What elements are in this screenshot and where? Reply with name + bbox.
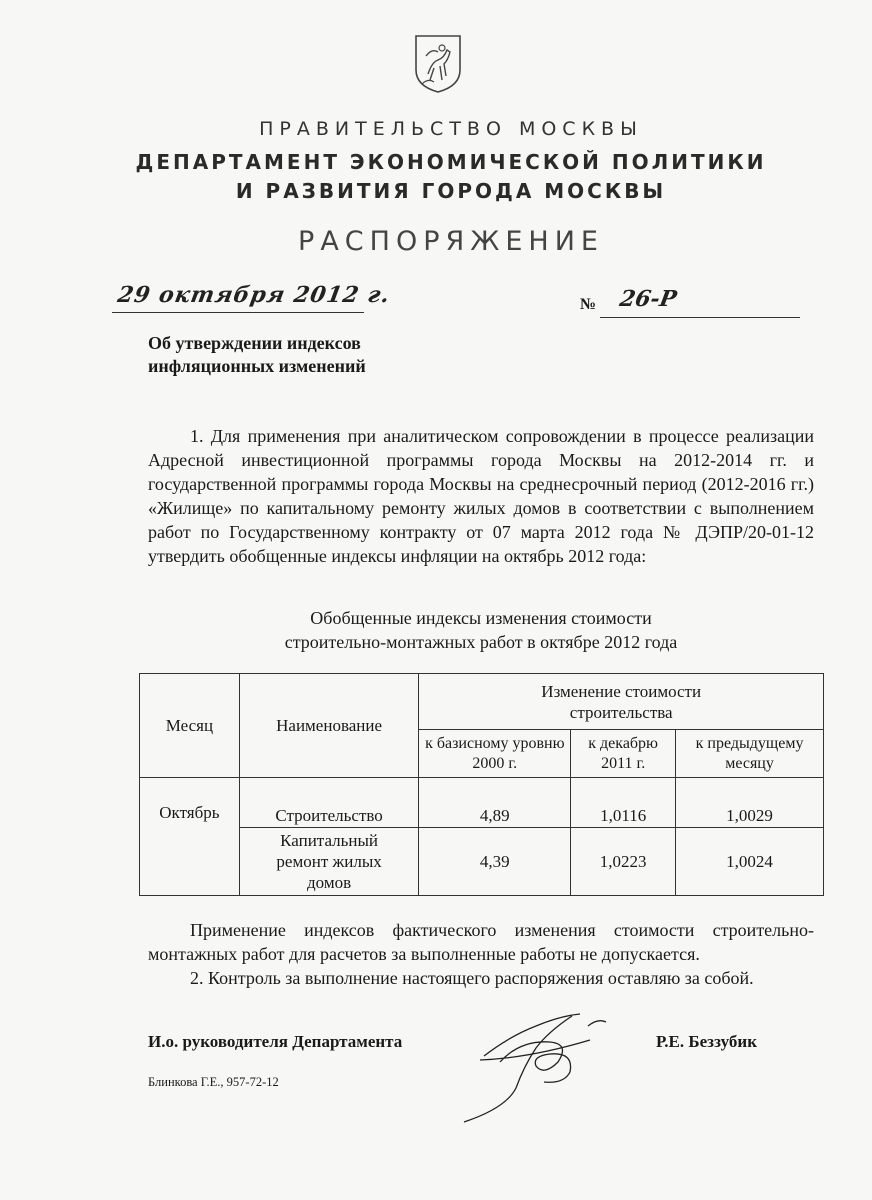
moscow-coat-of-arms-icon <box>414 34 462 94</box>
closing-paragraphs <box>148 918 814 990</box>
cell-month: Октябрь <box>140 778 240 896</box>
handwritten-signature <box>440 996 620 1126</box>
cell-december: 1,0116 <box>571 778 676 828</box>
number-label: № <box>580 296 597 313</box>
signatory-name: Р.Е. Беззубик <box>656 1032 758 1051</box>
department-header-line2: И РАЗВИТИЯ ГОРОДА МОСКВЫ <box>235 179 667 203</box>
table-row <box>140 828 824 896</box>
paragraph-2: 2. Контроль за выполнение настоящего распоряжения оставляю за собой. <box>190 968 754 988</box>
document-type: РАСПОРЯЖЕНИЕ <box>298 226 604 257</box>
cell-december: 1,0223 <box>571 828 676 896</box>
executor-contact: Блинкова Г.Е., 957-72-12 <box>148 1075 279 1089</box>
table-title <box>148 606 814 654</box>
document-subject <box>148 332 468 378</box>
header-base-level: к базисному уровню 2000 г. <box>419 730 571 778</box>
cell-base: 4,39 <box>419 828 571 896</box>
signatory-position: И.о. руководителя Департамента <box>148 1032 403 1051</box>
header-month: Месяц <box>140 674 240 778</box>
handwritten-date: 29 октября 2012 г. <box>115 282 393 308</box>
table-row <box>140 778 824 828</box>
cell-name: Строительство <box>239 778 419 828</box>
header-previous-month: к предыдущему месяцу <box>676 730 824 778</box>
department-header-line1: ДЕПАРТАМЕНТ ЭКОНОМИЧЕСКОЙ ПОЛИТИКИ <box>135 150 767 174</box>
header-cost-change: Изменение стоимости строительства <box>419 674 824 730</box>
table-title-line1: Обобщенные индексы изменения стоимости <box>310 608 652 628</box>
paragraph-note: Применение индексов фактического изменения стоимости строительно-монтажных работ для расчетов за выполненные работы не допускается. <box>148 920 814 964</box>
government-header: ПРАВИТЕЛЬСТВО МОСКВЫ <box>259 118 643 140</box>
cell-previous: 1,0024 <box>676 828 824 896</box>
cell-base: 4,89 <box>419 778 571 828</box>
cell-previous: 1,0029 <box>676 778 824 828</box>
inflation-index-table <box>139 673 824 896</box>
handwritten-number: 26-Р <box>617 286 679 312</box>
header-name: Наименование <box>239 674 419 778</box>
subject-line1: Об утверждении индексов <box>148 333 361 353</box>
subject-line2: инфляционных изменений <box>148 356 366 376</box>
number-underline <box>600 317 800 318</box>
department-header <box>0 148 872 206</box>
header-december: к декабрю 2011 г. <box>571 730 676 778</box>
cell-name: Капитальный ремонт жилых домов <box>239 828 419 896</box>
main-paragraph <box>148 424 814 568</box>
table-title-line2: строительно-монтажных работ в октябре 2012 года <box>284 632 678 652</box>
date-underline <box>112 312 364 313</box>
paragraph-1: 1. Для применения при аналитическом сопровождении в процессе реализации Адресной инвестиционной программы города Москвы на 2012-2014 гг. и государственной программы города Москвы на среднесрочный период (2012-2016 гг.) «Жилище» по капитальному ремонту жилых домов в соответствии с выполнением работ по Государственному контракту от 07 марта 2012 года № ДЭПР/20-01-12 утвердить обобщенные индексы инфляции на октябрь 2012 года: <box>148 426 814 566</box>
